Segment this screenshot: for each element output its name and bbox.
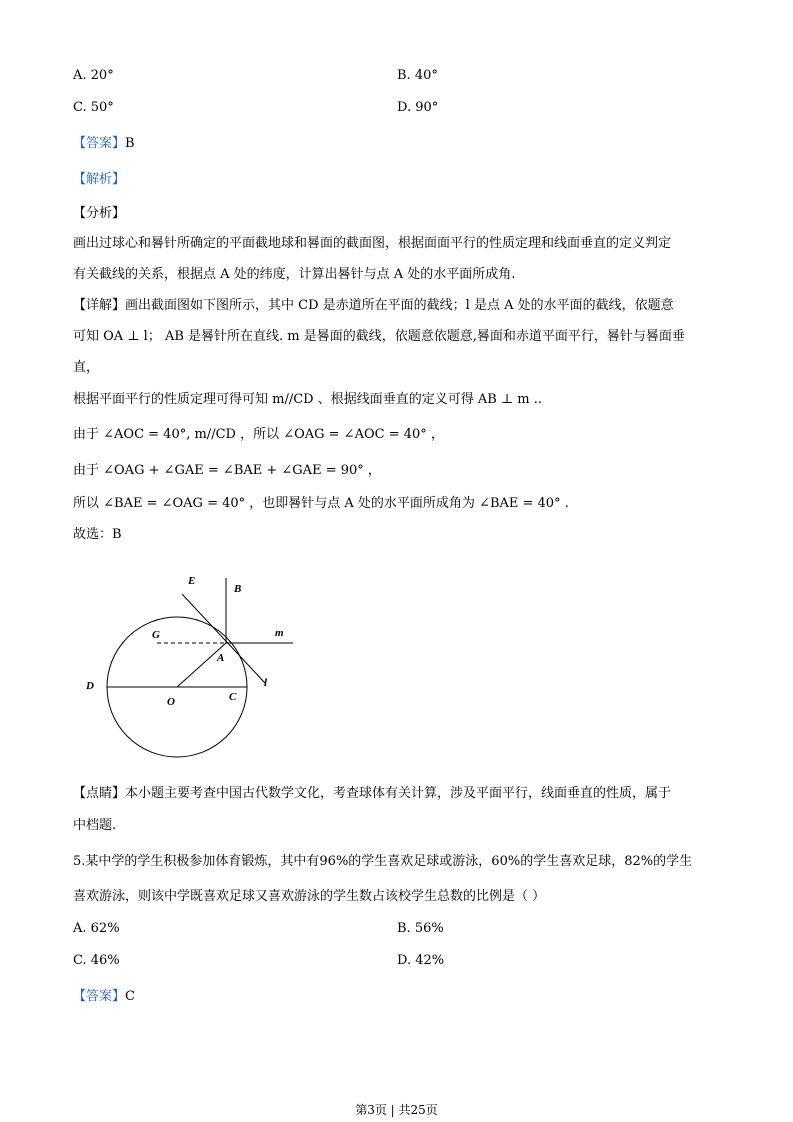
- q4-option-a: A. 20°: [73, 68, 114, 83]
- dianjing-text-1: 本小题主要考查中国古代数学文化，考查球体有关计算，涉及平面平行，线面垂直的性质，属于: [125, 786, 672, 801]
- q4-option-b: B. 40°: [397, 68, 438, 83]
- xiangjie-line-2: 可知 OA ⊥ l； AB 是晷针所在直线. m 是晷面的截线，依题意依题意,晷面和赤道平面平行，晷针与晷面垂: [73, 329, 685, 344]
- xiangjie-tag: 【详解】: [73, 298, 126, 313]
- q4-option-c: C. 50°: [73, 100, 114, 115]
- line-l: [182, 594, 265, 683]
- xiangjie-line-8: 故选：B: [73, 527, 122, 542]
- label-c: C: [229, 691, 237, 703]
- xiangjie-line-3: 直，: [73, 360, 100, 375]
- q5-answer: [73, 988, 135, 1006]
- answer-tag: 【答案】: [73, 136, 126, 151]
- answer-value: B: [125, 136, 135, 151]
- label-b: B: [234, 583, 242, 595]
- q5-option-d: D. 42%: [397, 953, 445, 968]
- xiangjie-text-1: 画出截面图如下图所示，其中 CD 是赤道所在平面的截线；l 是点 A 处的水平面的截线，依题意: [125, 298, 674, 313]
- label-l: l: [264, 677, 268, 689]
- xiangjie-line-4: 根据平面平行的性质定理可得可知 m//CD 、根据线面垂直的定义可得 AB ⊥ m ..: [73, 392, 543, 407]
- dianjing-tag: 【点睛】: [73, 786, 126, 801]
- label-a: A: [217, 652, 225, 664]
- fenxi-line-2: 有关截线的关系，根据点 A 处的纬度，计算出晷针与点 A 处的水平面所成角.: [73, 267, 516, 282]
- fenxi-line-1: 画出过球心和晷针所确定的平面截地球和晷面的截面图，根据面面平行的性质定理和线面垂直的定义判定: [73, 236, 672, 251]
- label-d: D: [86, 680, 94, 692]
- label-e: E: [188, 575, 196, 587]
- q5-answer-tag: 【答案】: [73, 989, 126, 1004]
- xiangjie-line-1: [73, 297, 674, 315]
- xiangjie-line-6: 由于 ∠OAG + ∠GAE = ∠BAE + ∠GAE = 90° ，: [73, 463, 381, 478]
- q5-stem-line-1: 5.某中学的学生积极参加体育锻炼，其中有96%的学生喜欢足球或游泳，60%的学生喜欢足球，82%的学生: [73, 854, 693, 869]
- q5-option-a: A. 62%: [73, 921, 120, 936]
- xiangjie-line-5: 由于 ∠AOC = 40°, m//CD ，所以 ∠OAG = ∠AOC = 40° ，: [73, 427, 444, 442]
- q5-answer-value: C: [125, 989, 135, 1004]
- radius-oa: [177, 643, 226, 687]
- dianjing-line-1: [73, 785, 671, 803]
- label-m: m: [275, 627, 284, 639]
- sundial-section-figure: [80, 570, 310, 760]
- dianjing-line-2: 中档题.: [73, 818, 117, 833]
- label-o: O: [167, 696, 175, 708]
- fenxi-tag: 【分析】: [73, 206, 126, 221]
- q5-stem-line-2: 喜欢游泳，则该中学既喜欢足球又喜欢游泳的学生数占该校学生总数的比例是（ ）: [73, 889, 546, 904]
- q4-option-d: D. 90°: [397, 100, 439, 115]
- q5-option-b: B. 56%: [397, 921, 444, 936]
- xiangjie-line-7: 所以 ∠BAE = ∠OAG = 40° ，也即晷针与点 A 处的水平面所成角为 ∠BAE = 40° .: [73, 496, 569, 511]
- label-g: G: [152, 629, 160, 641]
- q4-answer: [73, 135, 135, 153]
- page-footer: 第3页 | 共25页: [355, 1103, 438, 1117]
- jiexi-tag: 【解析】: [73, 172, 126, 187]
- q5-option-c: C. 46%: [73, 953, 120, 968]
